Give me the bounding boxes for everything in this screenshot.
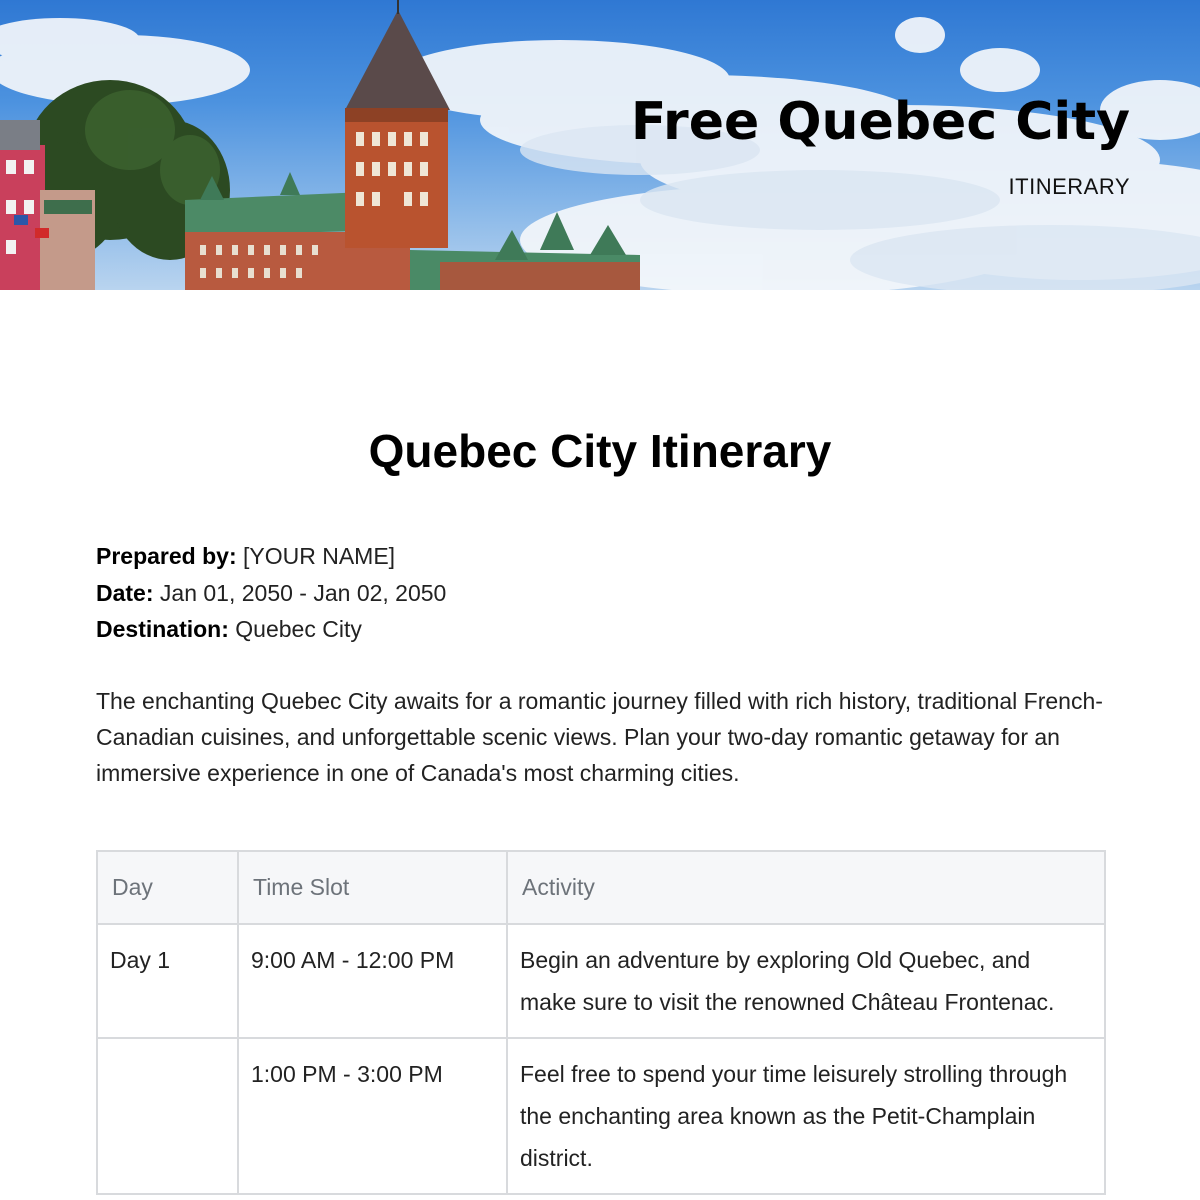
table-header-row [97, 851, 1105, 924]
intro-paragraph: The enchanting Quebec City awaits for a romantic journey filled with rich history, traditional French-Canadian cuisines, and unforgettable scenic views. Plan your two-day romantic getaway for an immersive experience in one of Canada's most charming cities. [96, 688, 1103, 786]
document-meta [96, 538, 1106, 648]
itinerary-table [96, 850, 1106, 1195]
cell-activity: Feel free to spend your time leisurely strolling through the enchanting area known as the Petit-Champlain district. [507, 1038, 1105, 1194]
cell-day: Day 1 [97, 924, 238, 1038]
date-label: Date: [96, 579, 154, 606]
date-row [96, 575, 1106, 612]
banner-title: Free Quebec City [630, 92, 1130, 152]
date-value: Jan 01, 2050 - Jan 02, 2050 [159, 579, 447, 606]
document-title: Quebec City Itinerary [368, 425, 832, 477]
destination-label: Destination: [96, 616, 229, 642]
destination-value: Quebec City [235, 616, 362, 642]
table-row [97, 924, 1105, 1038]
banner-subtitle: ITINERARY [1008, 174, 1130, 199]
prepared-by-label: Prepared by: [96, 543, 237, 569]
cell-activity: Begin an adventure by exploring Old Quebec, and make sure to visit the renowned Château Frontenac. [507, 924, 1105, 1038]
cell-time-slot: 9:00 AM - 12:00 PM [238, 924, 507, 1038]
column-header-activity: Activity [507, 851, 1105, 924]
column-header-day: Day [97, 851, 238, 924]
column-header-time-slot: Time Slot [238, 851, 507, 924]
cell-day [97, 1038, 238, 1194]
table-row [97, 1038, 1105, 1194]
prepared-by-row [96, 538, 1106, 575]
header-banner [0, 0, 1200, 290]
prepared-by-value: [YOUR NAME] [243, 543, 396, 569]
destination-row [96, 611, 1106, 648]
cell-time-slot: 1:00 PM - 3:00 PM [238, 1038, 507, 1194]
